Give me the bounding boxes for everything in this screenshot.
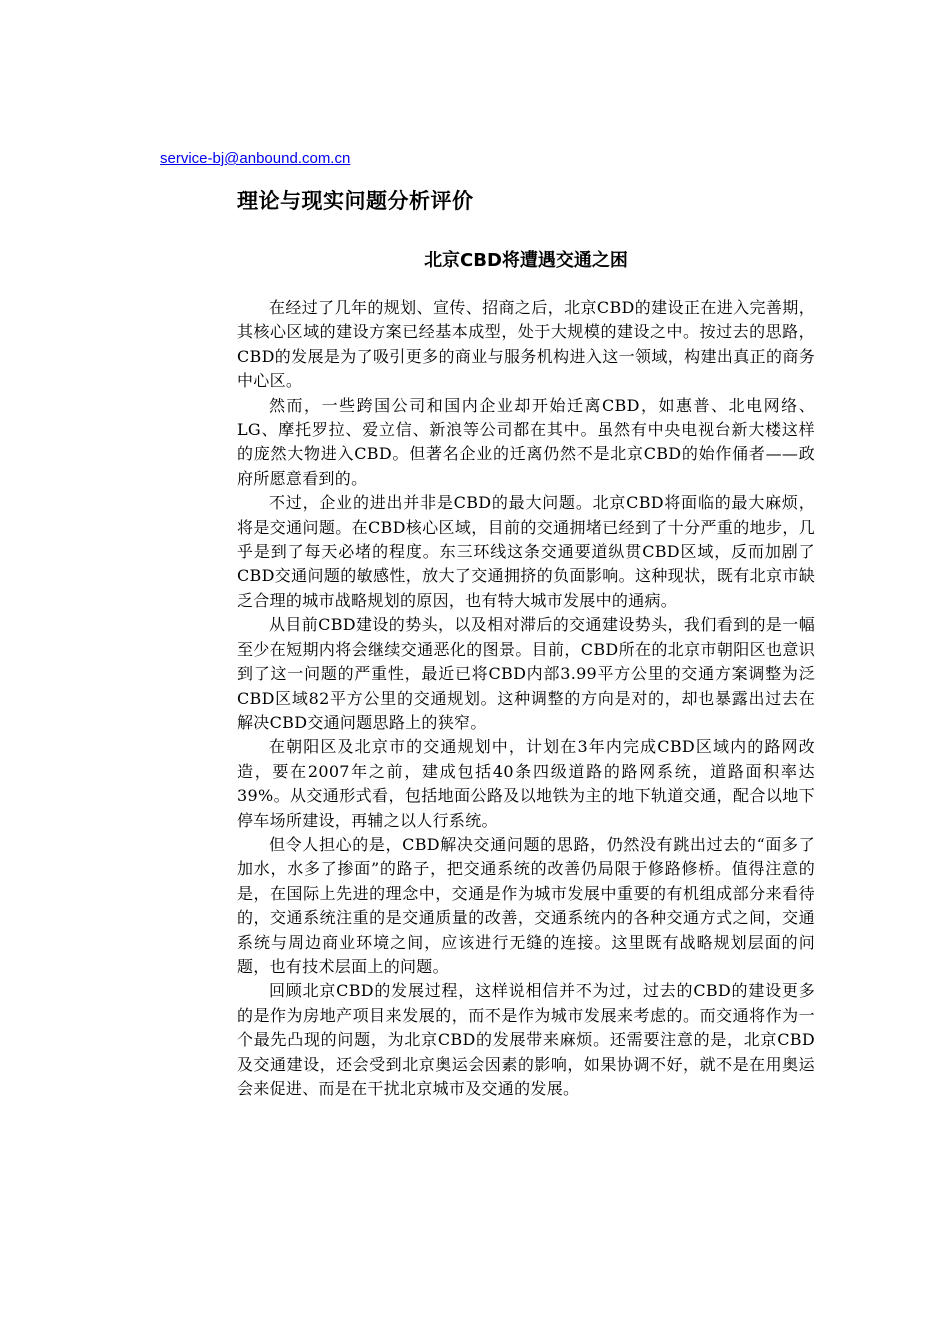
article-paragraph: 然而，一些跨国公司和国内企业却开始迁离CBD，如惠普、北电网络、LG、摩托罗拉、爱立信、新浪等公司都在其中。虽然有中央电视台新大楼这样的庞然大物进入CBD。但著名企业的迁离仍然不是北京CBD的始作俑者——政府所愿意看到的。 — [237, 395, 815, 488]
article-body — [237, 296, 815, 1101]
article-title: 北京CBD将遭遇交通之困 — [424, 250, 628, 271]
section-title: 理论与现实问题分析评价 — [237, 189, 474, 213]
article-paragraph: 不过，企业的进出并非是CBD的最大问题。北京CBD将面临的最大麻烦，将是交通问题。在CBD核心区域，目前的交通拥堵已经到了十分严重的地步，几乎是到了每天必堵的程度。东三环线这条交通要道纵贯CBD区域，反而加剧了CBD交通问题的敏感性，放大了交通拥挤的负面影响。这种现状，既有北京市缺乏合理的城市战略规划的原因，也有特大城市发展中的通病。 — [237, 493, 815, 610]
article-paragraph: 在朝阳区及北京市的交通规划中，计划在3年内完成CBD区域内的路网改造，要在2007年之前，建成包括40条四级道路的路网系统，道路面积率达39%。从交通形式看，包括地面公路及以地铁为主的地下轨道交通，配合以地下停车场所建设，再辅之以人行系统。 — [237, 737, 815, 830]
article-paragraph: 回顾北京CBD的发展过程，这样说相信并不为过，过去的CBD的建设更多的是作为房地产项目来发展的，而不是作为城市发展来考虑的。而交通将作为一个最先凸现的问题，为北京CBD的发展带来麻烦。还需要注意的是，北京CBD及交通建设，还会受到北京奥运会因素的影响，如果协调不好，就不是在用奥运会来促进、而是在干扰北京城市及交通的发展。 — [237, 981, 815, 1098]
article-paragraph: 在经过了几年的规划、宣传、招商之后，北京CBD的建设正在进入完善期，其核心区域的建设方案已经基本成型，处于大规模的建设之中。按过去的思路，CBD的发展是为了吸引更多的商业与服务机构进入这一领域，构建出真正的商务中心区。 — [237, 298, 815, 391]
contact-email-link[interactable]: service-bj@anbound.com.cn — [160, 150, 351, 167]
article-paragraph: 从目前CBD建设的势头，以及相对滞后的交通建设势头，我们看到的是一幅至少在短期内将会继续交通恶化的图景。目前，CBD所在的北京市朝阳区也意识到了这一问题的严重性，最近已将CBD内部3.99平方公里的交通方案调整为泛CBD区域82平方公里的交通规划。这种调整的方向是对的，却也暴露出过去在解决CBD交通问题思路上的狭窄。 — [237, 615, 815, 732]
article-paragraph: 但令人担心的是，CBD解决交通问题的思路，仍然没有跳出过去的“面多了加水，水多了掺面”的路子，把交通系统的改善仍局限于修路修桥。值得注意的是，在国际上先进的理念中，交通是作为城市发展中重要的有机组成部分来看待的，交通系统注重的是交通质量的改善，交通系统内的各种交通方式之间，交通系统与周边商业环境之间，应该进行无缝的连接。这里既有战略规划层面的问题，也有技术层面上的问题。 — [237, 834, 815, 976]
